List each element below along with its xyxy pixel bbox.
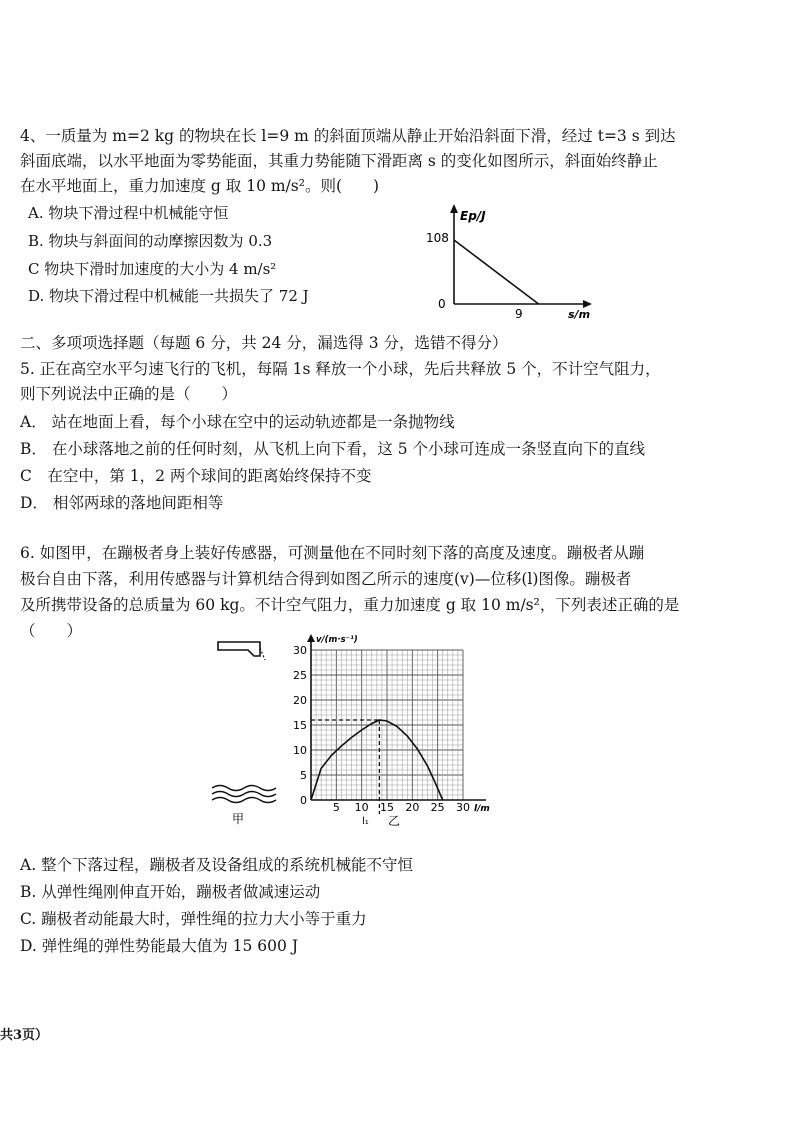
ep-y-label: Ep/J — [460, 209, 486, 223]
q6-option-d: D. 弹性绳的弹性势能最大值为 15 600 J — [20, 937, 299, 955]
q4-stem-line-2: 斜面底端，以水平地面为零势能面，其重力势能随下滑距离 s 的变化如图所示，斜面始终静止 — [20, 152, 658, 170]
figure-yi-label: 乙 — [388, 814, 401, 828]
ep-graph — [414, 204, 594, 322]
ep-y-tick: 108 — [426, 231, 449, 245]
vl-graph — [286, 630, 496, 830]
figure-jia-label: 甲 — [232, 812, 245, 826]
vl-y-tick: 15 — [293, 719, 307, 732]
water-wave-3 — [212, 798, 276, 803]
vl-x-tick: 25 — [430, 801, 445, 814]
vl-y-tick: 0 — [300, 794, 307, 807]
q4-option-b: B. 物块与斜面间的动摩擦因数为 0.3 — [28, 232, 273, 250]
q5-option-b: B． 在小球落地之前的任何时刻，从飞机上向下看，这 5 个小球可连成一条竖直向下的直线 — [20, 440, 646, 458]
vl-y-tick: 25 — [293, 669, 307, 682]
ep-x-label: s/m — [568, 308, 591, 321]
figure-jia — [208, 638, 284, 828]
q4-stem-line-1: 4、一质量为 m=2 kg 的物块在长 l=9 m 的斜面顶端从静止开始沿斜面下滑，经过 t=3 s 到达 — [20, 127, 676, 145]
ep-y-arrow — [450, 204, 458, 213]
section2-heading: 二、多项项选择题（每题 6 分，共 24 分，漏选得 3 分，选错不得分） — [20, 334, 508, 352]
q5-option-d: D． 相邻两球的落地间距相等 — [20, 494, 224, 512]
vl-y-tick: 30 — [293, 644, 307, 657]
ep-x-arrow — [583, 300, 592, 308]
q6-option-c: C. 蹦极者动能最大时，弹性绳的拉力大小等于重力 — [20, 910, 367, 928]
q4-stem-line-3: 在水平地面上，重力加速度 g 取 10 m/s²。则( ) — [20, 177, 380, 195]
q6-option-a: A. 整个下落过程，蹦极者及设备组成的系统机械能不守恒 — [20, 856, 414, 874]
vl-y-tick: 10 — [293, 744, 307, 757]
vl-x-tick: 30 — [456, 801, 470, 814]
water-wave-2 — [212, 792, 276, 797]
vl-y-arrow — [307, 634, 315, 642]
q6-stem-line-3: 及所携带设备的总质量为 60 kg。不计空气阻力，重力加速度 g 取 10 m/s²，下列表述正确的是 — [20, 596, 680, 614]
ep-x-tick: 9 — [515, 307, 523, 321]
q4-option-a: A. 物块下滑过程中机械能守恒 — [28, 204, 229, 222]
vl-x-tick: 20 — [405, 801, 420, 814]
q6-stem-line-4: （ ） — [20, 622, 83, 640]
page-footer: 共3页） — [0, 1028, 49, 1043]
water-wave-1 — [212, 786, 276, 791]
q4-option-c: C 物块下滑时加速度的大小为 4 m/s² — [28, 260, 277, 278]
q6-stem-line-2: 极台自由下落，利用传感器与计算机结合得到如图乙所示的速度(v)—位移(l)图像。蹦极者 — [20, 570, 632, 588]
q5-stem-line-1: 5. 正在高空水平匀速飞行的飞机，每隔 1s 释放一个小球，先后共释放 5 个，不计空气阻力， — [20, 360, 661, 378]
q5-option-c: C 在空中，第 1，2 两个球间的距离始终保持不变 — [20, 467, 372, 485]
q4-option-d: D. 物块下滑过程中机械能一共损失了 72 J — [28, 287, 309, 305]
vl-x-tick: 15 — [380, 801, 394, 814]
ep-origin: 0 — [438, 297, 446, 311]
vl-y-tick: 20 — [293, 694, 307, 707]
q5-option-a: A． 站在地面上看，每个小球在空中的运动轨迹都是一条抛物线 — [20, 413, 455, 431]
vl-l1-marker: l₁ — [362, 816, 369, 827]
q6-option-b: B. 从弹性绳刚伸直开始，蹦极者做减速运动 — [20, 883, 321, 901]
q5-stem-line-2: 则下列说法中正确的是（ ） — [20, 385, 238, 403]
vl-y-label: v/(m·s⁻¹) — [316, 635, 358, 645]
vl-x-tick: 10 — [354, 801, 369, 814]
jump-platform — [218, 642, 260, 656]
vl-y-tick: 5 — [300, 769, 307, 782]
ep-line — [454, 240, 539, 304]
q6-stem-line-1: 6. 如图甲，在蹦极者身上装好传感器，可测量他在不同时刻下落的高度及速度。蹦极者从蹦 — [20, 544, 645, 562]
vl-x-label: l/m — [474, 804, 490, 814]
vl-x-tick: 5 — [332, 801, 340, 814]
